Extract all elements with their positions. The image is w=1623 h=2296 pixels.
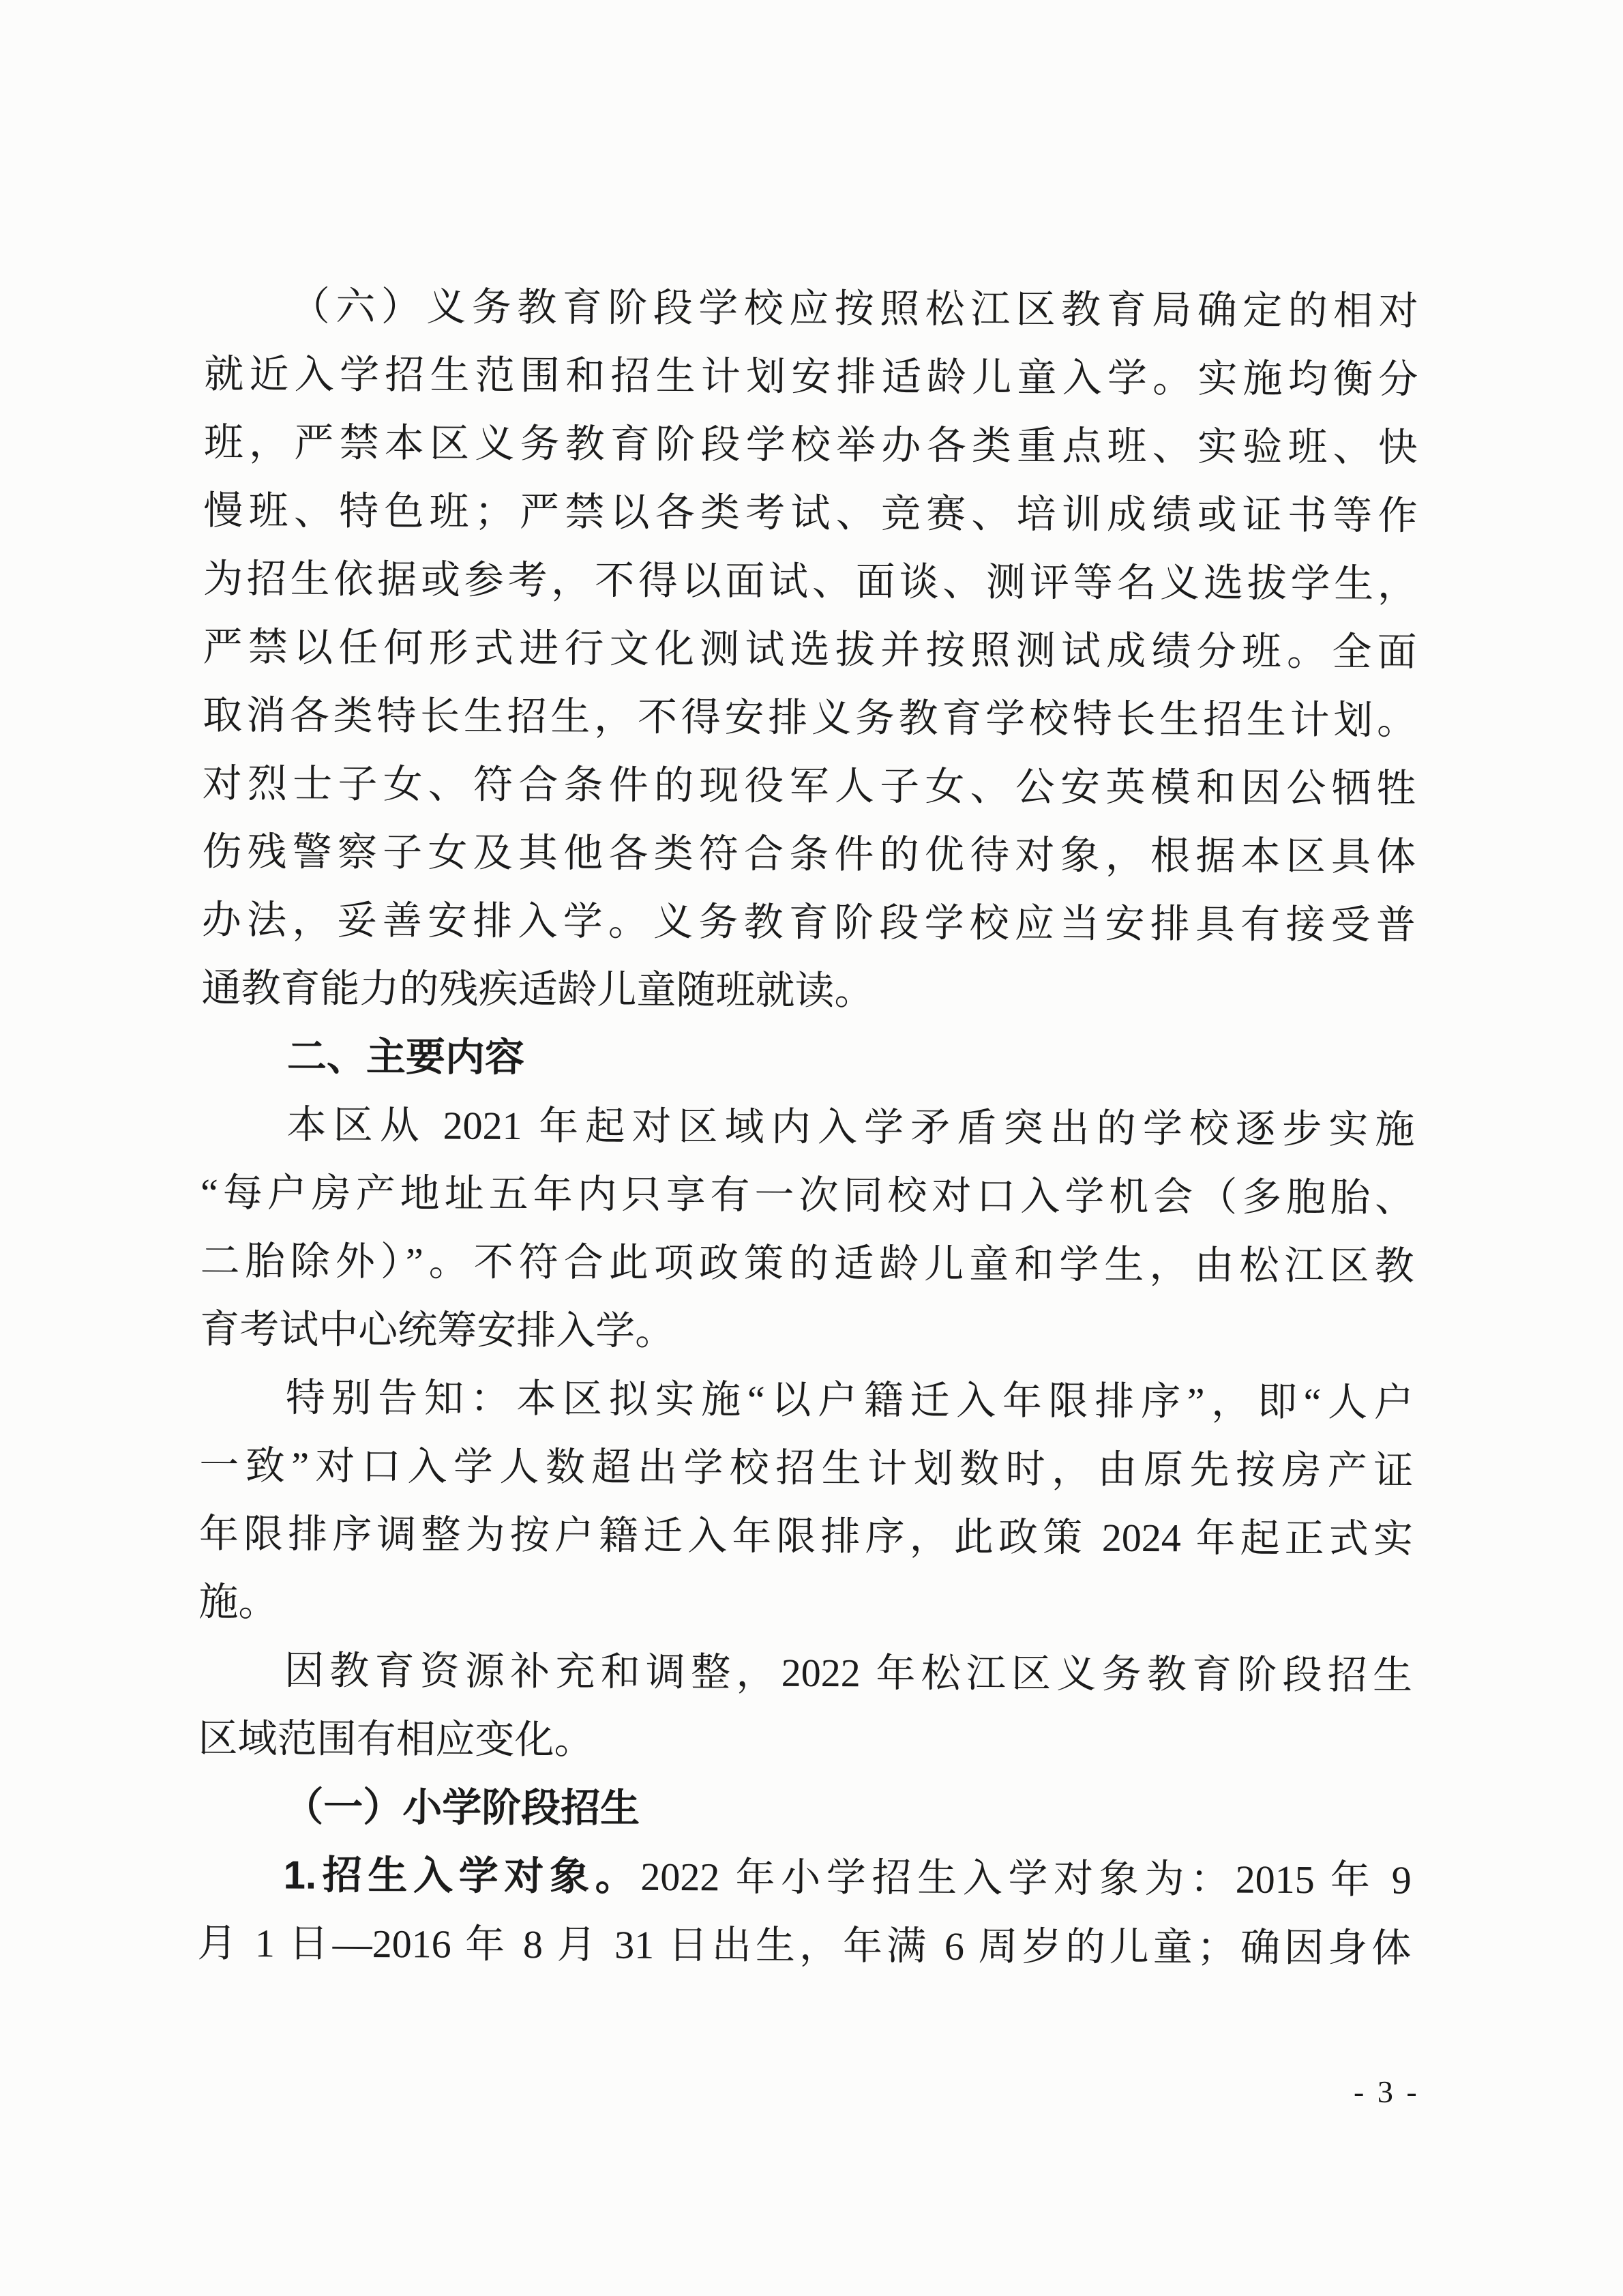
para-item6-line: 办法，妥善安排入学。义务教育阶段学校应当安排具有接受普 <box>201 897 1416 947</box>
para-adjustment-line: 区域范围有相应变化。 <box>198 1716 594 1763</box>
para-item6-line: 通教育能力的残疾适龄儿童随班就读。 <box>201 965 874 1014</box>
page-number: - 3 - <box>1354 2074 1420 2109</box>
para-adjustment-line: 因教育资源补充和调整，2022 年松江区义务教育阶段招生 <box>284 1648 1413 1698</box>
para-policy2021-line: 本区从 2021 年起对区域内入学矛盾突出的学校逐步实施 <box>286 1102 1415 1152</box>
enrollment-lead-bold: 1.招生入学对象。 <box>283 1853 641 1899</box>
para-policy2021-line: “每户房产地址五年内只享有一次同校对口入学机会（多胞胎、 <box>200 1170 1415 1220</box>
para-item6-line: 慢班、特色班；严禁以各类考试、竞赛、培训成绩或证书等作 <box>203 488 1418 538</box>
para-item6-line: 就近入学招生范围和招生计划安排适龄儿童入学。实施均衡分 <box>204 351 1418 402</box>
document-body <box>197 272 1418 1983</box>
para-special-notice-line: 年限排序调整为按户籍迁入年限排序，此政策 2024 年起正式实 <box>198 1511 1414 1561</box>
para-item6-line: （六）义务教育阶段学校应按照松江区教育局确定的相对 <box>290 284 1418 334</box>
para-item6-line: 取消各类特长生招生，不得安排义务教育学校特长生招生计划。 <box>203 692 1417 743</box>
heading-primary-school: （一）小学阶段招生 <box>284 1784 640 1831</box>
para-special-notice-line: 施。 <box>198 1579 278 1625</box>
para-item6-line: 班，严禁本区义务教育阶段学校举办各类重点班、实验班、快 <box>203 420 1418 470</box>
heading-main-content: 二、主要内容 <box>286 1034 525 1080</box>
para-enrollment-line <box>198 1841 1412 1915</box>
para-policy2021-line: 育考试中心统筹安排入学。 <box>200 1306 675 1354</box>
para-item6-line: 伤残警察子女及其他各类符合条件的优待对象，根据本区具体 <box>202 829 1416 879</box>
para-special-notice-line: 一致”对口入学人数超出学校招生计划数时，由原先按房产证 <box>199 1443 1414 1493</box>
para-special-notice-line: 特别告知：本区拟实施“以户籍迁入年限排序”，即“人户 <box>285 1375 1414 1425</box>
para-item6-line: 严禁以任何形式进行文化测试选拔并按照测试成绩分班。全面 <box>203 624 1417 675</box>
para-enrollment-line: 月 1 日—2016 年 8 月 31 日出生，年满 6 周岁的儿童；确因身体 <box>197 1920 1412 1971</box>
para-item6-line: 对烈士子女、符合条件的现役军人子女、公安英模和因公牺牲 <box>202 761 1416 811</box>
enrollment-line1-rest: 2022 年小学招生入学对象为：2015 年 9 <box>640 1854 1412 1902</box>
para-policy2021-line: 二胎除外）”。不符合此项政策的适龄儿童和学生，由松江区教 <box>200 1238 1414 1289</box>
para-item6-line: 为招生依据或参考，不得以面试、面谈、测评等名义选拔学生， <box>203 556 1418 606</box>
